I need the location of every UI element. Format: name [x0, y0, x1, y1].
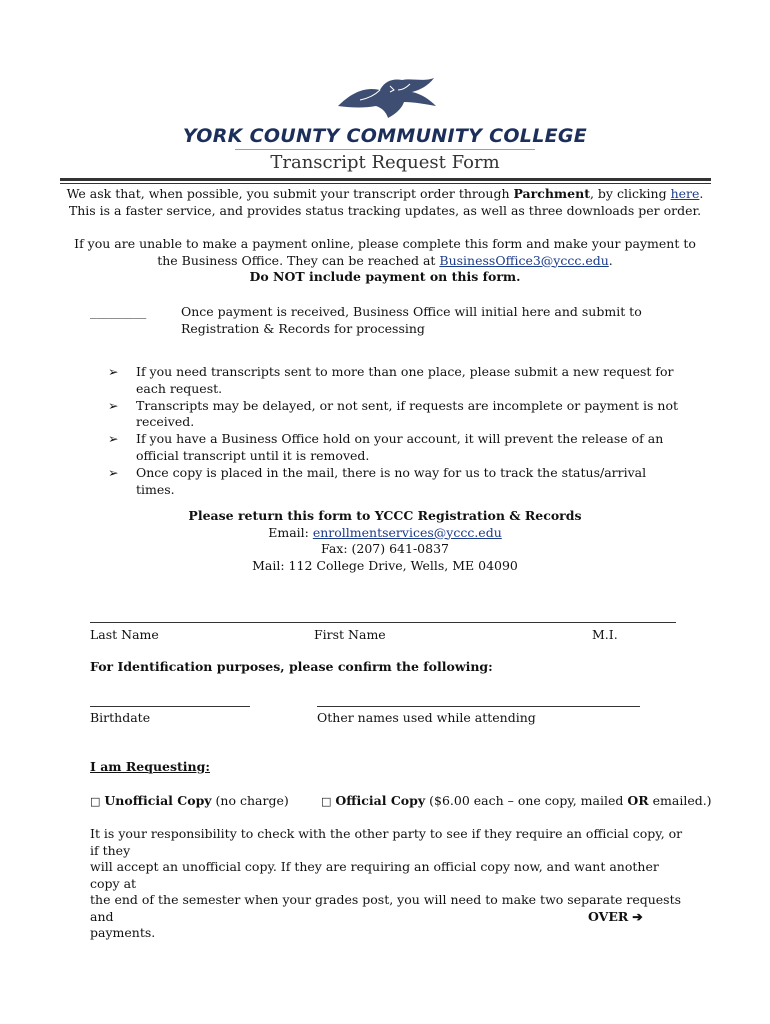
title-rule-thin	[60, 183, 711, 184]
birthdate-input-line[interactable]	[90, 706, 250, 707]
mailing-address: Mail: 112 College Drive, Wells, ME 04090	[252, 557, 518, 573]
list-item: ➢ If you have a Business Office hold on your account, it will prevent the release of an official transcript until it is removed.	[108, 431, 664, 463]
other-names-label: Other names used while attending	[317, 710, 536, 725]
parchment-link[interactable]: here	[670, 186, 700, 201]
title-rule-thick	[60, 178, 711, 181]
eagle-icon	[330, 76, 440, 122]
right-arrow-icon: ➔	[632, 909, 643, 924]
enrollment-email-link[interactable]: enrollmentservices@yccc.edu	[312, 524, 502, 540]
business-office-email-link[interactable]: BusinessOffice3@yccc.edu	[439, 252, 609, 268]
last-name-label: Last Name	[90, 627, 159, 642]
fax-number: Fax: (207) 641-0837	[321, 541, 449, 556]
parchment-label: Parchment	[513, 186, 590, 201]
initial-instructions: Once payment is received, Business Office will initial here and submit to Registration & Records for processing	[181, 304, 642, 336]
college-logo	[0, 76, 770, 150]
arrow-bullet-icon: ➢	[108, 364, 119, 379]
initial-blank[interactable]: _________	[90, 304, 147, 319]
list-item: ➢ Transcripts may be delayed, or not sent, if requests are incomplete or payment is not received.	[108, 397, 679, 430]
requesting-heading: I am Requesting:	[90, 759, 211, 774]
middle-initial-label: M.I.	[592, 627, 618, 642]
return-info: Please return this form to YCCC Registration & Records Email: enrollmentservices@yccc.edu Fax: (207) 641-0837 Mail: 112 College Drive, Wells, ME 04090	[0, 508, 770, 574]
unofficial-copy-option[interactable]: □ Unofficial Copy (no charge)	[90, 793, 289, 808]
identification-heading: For Identification purposes, please confirm the following:	[90, 659, 493, 674]
return-heading: Please return this form to YCCC Registration & Records	[188, 508, 582, 523]
list-item: ➢ Once copy is placed in the mail, there is no way for us to track the status/arrival times.	[108, 464, 647, 497]
arrow-bullet-icon: ➢	[108, 397, 119, 413]
other-names-input-line[interactable]	[317, 706, 640, 707]
official-copy-option[interactable]: □ Official Copy ($6.00 each – one copy, mailed OR emailed.)	[321, 793, 712, 808]
intro-paragraph: We ask that, when possible, you submit your transcript order through Parchment, by clicking here. This is a faster service, and provides status tracking updates, as well as three downloads per order.	[66, 186, 704, 218]
first-name-label: First Name	[314, 627, 386, 642]
arrow-bullet-icon: ➢	[108, 464, 119, 480]
form-title: Transcript Request Form	[270, 152, 500, 173]
arrow-bullet-icon: ➢	[108, 431, 119, 447]
no-payment-notice: Do NOT include payment on this form.	[249, 269, 521, 284]
payment-paragraph: If you are unable to make a payment online, please complete this form and make your payment to the Business Office. They can be reached at BusinessOffice3@yccc.edu. Do NOT include payment on this form.	[74, 236, 696, 284]
college-name: YORK COUNTY COMMUNITY COLLEGE	[182, 125, 588, 147]
checkbox-icon[interactable]: □	[321, 795, 332, 808]
over-indicator: OVER ➔	[588, 909, 643, 924]
name-input-line[interactable]	[90, 622, 676, 623]
logo-underline	[235, 149, 535, 150]
responsibility-paragraph: It is your responsibility to check with the other party to see if they require an official copy, or if they will accept an unofficial copy. If they are requiring an official copy now, and want another copy at the end of the semester when your grades post, you will need to make two separate requests and payments.	[90, 826, 683, 940]
checkbox-icon[interactable]: □	[90, 795, 101, 808]
list-item: ➢ If you need transcripts sent to more than one place, please submit a new request for each request.	[108, 364, 674, 396]
birthdate-label: Birthdate	[90, 710, 151, 725]
notice-list	[108, 364, 688, 498]
